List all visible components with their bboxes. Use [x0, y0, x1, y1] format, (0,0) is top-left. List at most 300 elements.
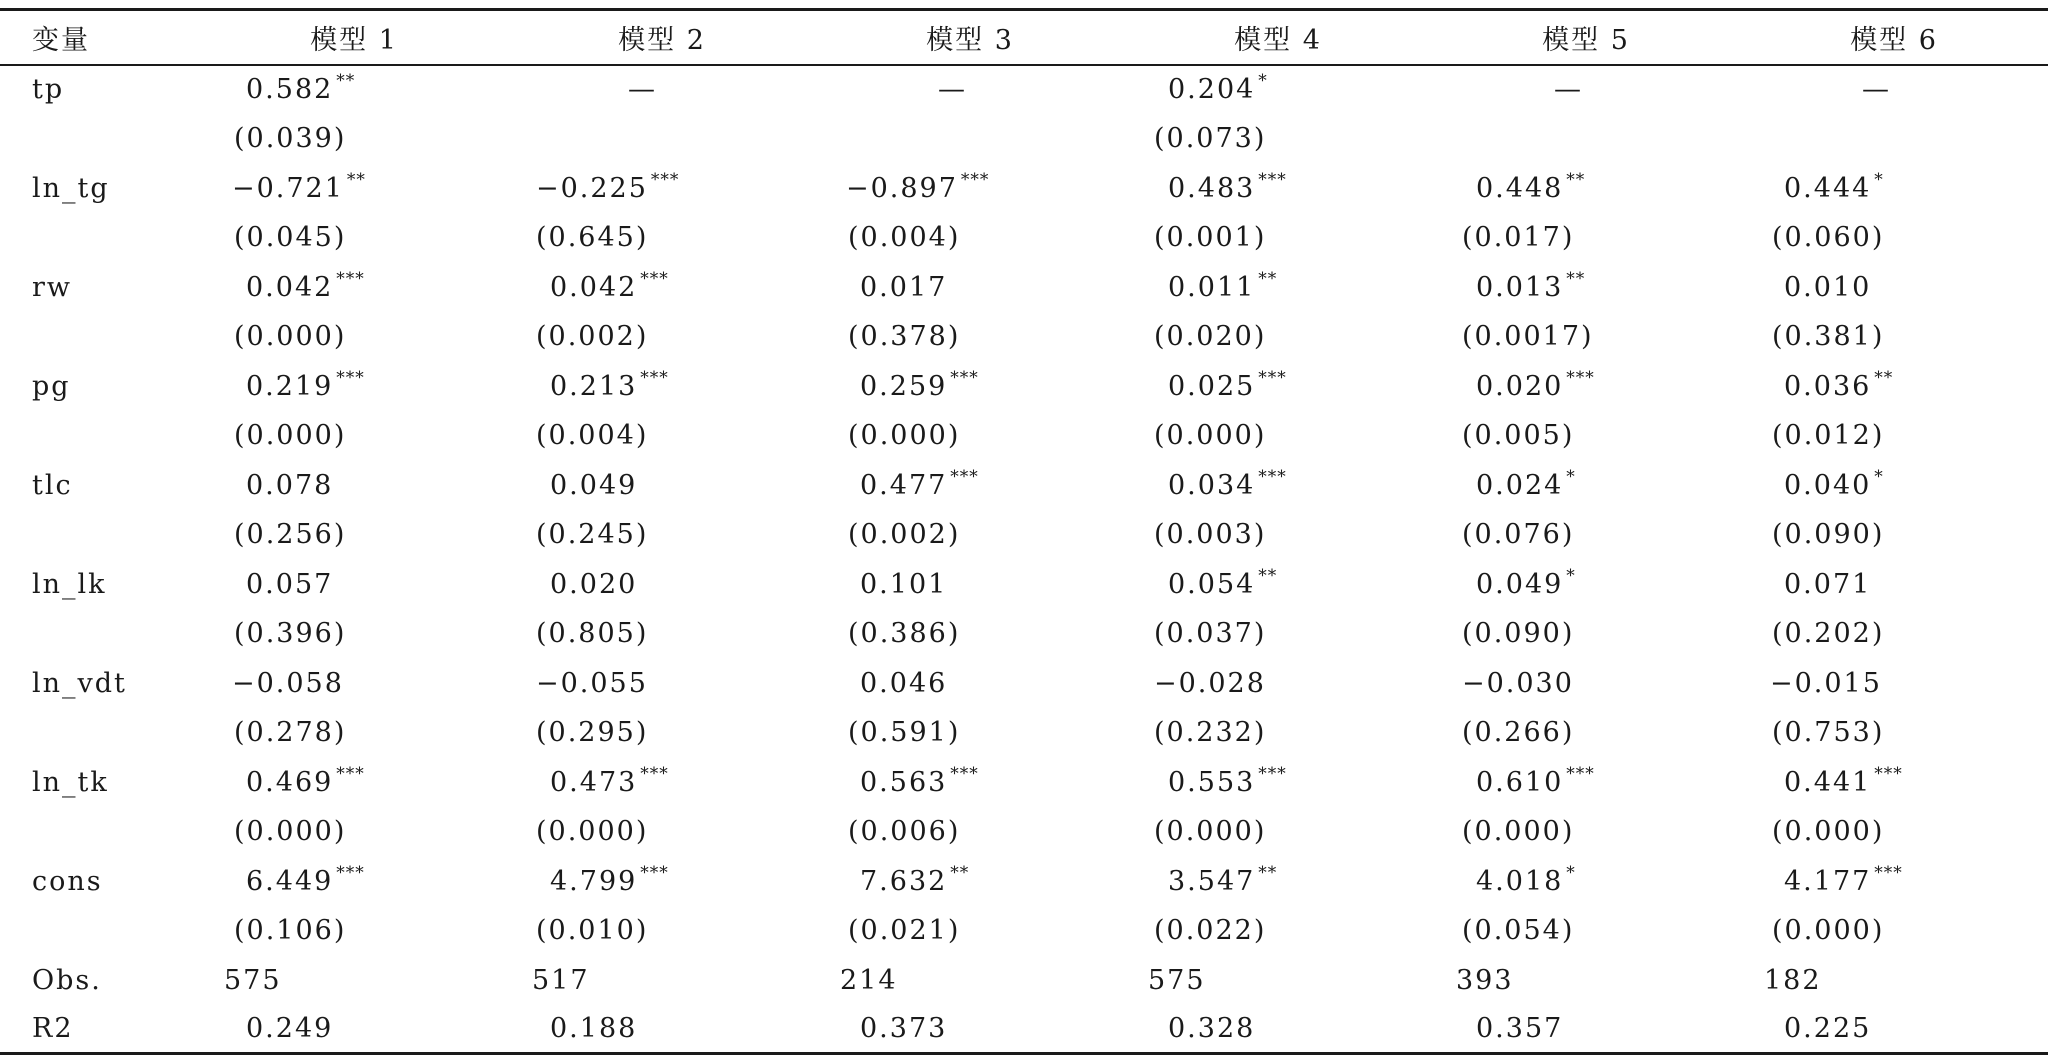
coef-value-wrap [1476, 862, 1576, 897]
table-body [0, 65, 2048, 1054]
std-error-cell: (0.045) [234, 222, 347, 253]
significance-stars: *** [1258, 466, 1287, 487]
coef-value: 0.046 [860, 667, 948, 699]
std-error-cell: (0.020) [1154, 321, 1267, 352]
not-applicable-dash: — [938, 74, 965, 105]
coef-value: 0.042 [550, 271, 638, 303]
coef-value-wrap [550, 268, 669, 303]
std-error-cell: (0.000) [1154, 420, 1267, 451]
column-header-model-2: 模型 2 [618, 24, 706, 56]
table-row-ln_vdt-se [0, 708, 2048, 758]
std-error-cell: (0.004) [536, 420, 649, 451]
table-row-tp-se [0, 114, 2048, 164]
std-error-cell: (0.004) [848, 222, 961, 253]
coef-value-wrap [550, 862, 669, 897]
empty-cell [0, 708, 200, 758]
stat-value: 0.373 [860, 1012, 948, 1044]
std-error-cell: (0.001) [1154, 222, 1267, 253]
significance-stars: *** [640, 862, 669, 883]
stat-value: 575 [1148, 964, 1206, 996]
coef-cell [816, 362, 1124, 411]
std-error-cell: (0.000) [848, 420, 961, 451]
coef-value-wrap [1862, 74, 1889, 105]
std-error-cell [1432, 114, 1740, 164]
coef-value-wrap [1168, 71, 1268, 105]
coef-value-wrap [1770, 668, 1882, 699]
coef-value: 4.177 [1784, 865, 1872, 897]
regression-table [0, 8, 2048, 1055]
significance-stars: *** [640, 268, 669, 289]
std-error-cell: (0.591) [848, 717, 961, 748]
coef-value: 0.020 [1476, 370, 1564, 402]
variable-name: ln_vdt [32, 667, 127, 699]
std-error-cell [1740, 114, 2048, 164]
significance-stars: *** [950, 763, 979, 784]
coef-cell [508, 164, 816, 213]
table-row-ln_tg-coef [0, 164, 2048, 213]
variable-name: tlc [32, 469, 73, 501]
coef-value: 0.444 [1784, 172, 1872, 204]
coef-cell [508, 857, 816, 906]
coef-value-wrap [860, 272, 947, 303]
std-error-cell: (0.381) [1772, 321, 1885, 352]
std-error-cell: (0.054) [1462, 915, 1575, 946]
coef-cell [1740, 857, 2048, 906]
coef-value-wrap [232, 668, 344, 699]
coef-value: 4.799 [550, 865, 638, 897]
coef-cell [1740, 659, 2048, 708]
coef-value-wrap [1784, 367, 1894, 402]
coef-value: 0.610 [1476, 766, 1564, 798]
stat-value: 0.328 [1168, 1012, 1256, 1044]
coef-value: 0.049 [1476, 568, 1564, 600]
coef-value-wrap [1784, 569, 1871, 600]
significance-stars: ** [1874, 367, 1894, 388]
significance-stars: * [1874, 169, 1884, 190]
empty-cell [0, 411, 200, 461]
coef-cell [1124, 461, 1432, 510]
std-error-cell [508, 114, 816, 164]
empty-cell [0, 609, 200, 659]
table-row-ln_tk-coef [0, 758, 2048, 807]
coef-value: 0.101 [860, 568, 948, 600]
table-row-tp-coef [0, 65, 2048, 114]
coef-value-wrap [860, 763, 979, 798]
coef-value: 0.473 [550, 766, 638, 798]
coef-cell [508, 659, 816, 708]
coef-value: 0.071 [1784, 568, 1872, 600]
coef-value: 0.441 [1784, 766, 1872, 798]
std-error-cell: (0.295) [536, 717, 649, 748]
coef-cell [816, 758, 1124, 807]
table-row-stat-0 [0, 956, 2048, 1005]
significance-stars: ** [1258, 268, 1278, 289]
coef-cell [508, 263, 816, 312]
std-error-cell: (0.000) [1154, 816, 1267, 847]
coef-value-wrap [1168, 367, 1287, 402]
empty-cell [0, 213, 200, 263]
coef-value-wrap [1168, 862, 1278, 897]
std-error-cell: (0.396) [234, 618, 347, 649]
std-error-cell: (0.000) [1772, 915, 1885, 946]
variable-name: pg [32, 370, 71, 402]
significance-stars: *** [1258, 169, 1287, 190]
stat-value: 182 [1764, 964, 1822, 996]
coef-value-wrap [246, 862, 365, 897]
stat-value: 517 [532, 964, 590, 996]
coef-cell [1740, 263, 2048, 312]
stat-value: 0.188 [550, 1012, 638, 1044]
coef-cell [508, 461, 816, 510]
coef-cell [1740, 461, 2048, 510]
coef-value-wrap [1168, 763, 1287, 798]
significance-stars: *** [950, 466, 979, 487]
coef-value: −0.028 [1154, 667, 1266, 699]
coef-value: 0.563 [860, 766, 948, 798]
coef-cell [1432, 461, 1740, 510]
coef-value: 0.469 [246, 766, 334, 798]
coef-cell [1740, 560, 2048, 609]
table-row-stat-1 [0, 1005, 2048, 1054]
coef-value: 0.582 [246, 74, 334, 105]
coef-value: 0.010 [1784, 271, 1872, 303]
coef-cell [1740, 362, 2048, 411]
coef-value-wrap [1476, 268, 1586, 303]
std-error-cell: (0.090) [1772, 519, 1885, 550]
std-error-cell: (0.002) [848, 519, 961, 550]
empty-cell [0, 906, 200, 956]
coef-value-wrap [246, 569, 333, 600]
coef-value: 7.632 [860, 865, 948, 897]
coef-value-wrap [1168, 268, 1278, 303]
significance-stars: *** [1874, 862, 1903, 883]
coef-value: 0.017 [860, 271, 948, 303]
coef-value: −0.015 [1770, 667, 1882, 699]
coef-cell [200, 65, 508, 114]
coef-cell [816, 659, 1124, 708]
coef-cell [1124, 758, 1432, 807]
coef-value: −0.721 [232, 172, 344, 204]
coef-value-wrap [550, 569, 637, 600]
std-error-cell: (0.037) [1154, 618, 1267, 649]
significance-stars: * [1566, 565, 1576, 586]
std-error-cell: (0.012) [1772, 420, 1885, 451]
std-error-cell: (0.202) [1772, 618, 1885, 649]
coef-value: 0.025 [1168, 370, 1256, 402]
significance-stars: * [1566, 466, 1576, 487]
table-header [0, 10, 2048, 65]
coef-cell [816, 263, 1124, 312]
significance-stars: *** [1566, 367, 1595, 388]
significance-stars: ** [1258, 862, 1278, 883]
coef-value-wrap [628, 74, 655, 105]
coef-value-wrap [1784, 466, 1884, 501]
column-header-model-6: 模型 6 [1850, 24, 1938, 56]
coef-value-wrap [246, 71, 356, 105]
coef-value: 0.204 [1168, 74, 1256, 105]
coef-value: 0.040 [1784, 469, 1872, 501]
stat-value: 214 [840, 964, 898, 996]
table-row-tlc-se [0, 510, 2048, 560]
coef-value: 0.219 [246, 370, 334, 402]
significance-stars: *** [1566, 763, 1595, 784]
variable-name: ln_lk [32, 568, 107, 600]
coef-value-wrap [938, 74, 965, 105]
std-error-cell: (0.753) [1772, 717, 1885, 748]
table-row-ln_lk-se [0, 609, 2048, 659]
coef-value-wrap [860, 668, 947, 699]
coef-value: 4.018 [1476, 865, 1564, 897]
std-error-cell: (0.278) [234, 717, 347, 748]
std-error-cell: (0.000) [234, 420, 347, 451]
table-row-ln_tg-se [0, 213, 2048, 263]
coef-value: 0.013 [1476, 271, 1564, 303]
coef-value: 6.449 [246, 865, 334, 897]
header-row [0, 10, 2048, 65]
stat-label: R2 [32, 1012, 74, 1044]
coef-value: 0.057 [246, 568, 334, 600]
stat-label: Obs. [32, 964, 102, 996]
column-header-model-1: 模型 1 [310, 24, 398, 56]
std-error-cell: (0.076) [1462, 519, 1575, 550]
significance-stars: ** [1566, 268, 1586, 289]
std-error-cell: (0.000) [1462, 816, 1575, 847]
table-row-ln_lk-coef [0, 560, 2048, 609]
not-applicable-dash: — [1862, 74, 1889, 105]
coef-value-wrap [1476, 466, 1576, 501]
std-error-cell: (0.266) [1462, 717, 1575, 748]
coef-value: −0.030 [1462, 667, 1574, 699]
coef-value: −0.058 [232, 667, 344, 699]
coef-cell [1124, 164, 1432, 213]
coef-value-wrap [550, 367, 669, 402]
significance-stars: *** [1258, 367, 1287, 388]
coef-value-wrap [1784, 763, 1903, 798]
std-error-cell: (0.0017) [1462, 321, 1594, 352]
significance-stars: *** [960, 169, 990, 190]
coef-cell [1124, 560, 1432, 609]
coef-value: 0.036 [1784, 370, 1872, 402]
coef-value-wrap [1168, 169, 1287, 204]
coef-value-wrap [246, 367, 365, 402]
std-error-cell: (0.000) [536, 816, 649, 847]
coef-cell [816, 560, 1124, 609]
column-header-variable: 变量 [32, 24, 90, 56]
variable-name: rw [32, 271, 73, 303]
coef-cell [816, 461, 1124, 510]
coef-value-wrap [860, 466, 979, 501]
coef-value-wrap [1476, 169, 1586, 204]
coef-value: 0.213 [550, 370, 638, 402]
coef-cell [200, 263, 508, 312]
coef-value-wrap [1784, 169, 1884, 204]
coef-cell [816, 857, 1124, 906]
std-error-cell: (0.017) [1462, 222, 1575, 253]
coef-cell [508, 560, 816, 609]
coef-cell [1124, 263, 1432, 312]
empty-cell [0, 807, 200, 857]
coef-cell [1740, 65, 2048, 114]
significance-stars: *** [640, 763, 669, 784]
variable-name: cons [32, 865, 103, 897]
coef-cell [1432, 758, 1740, 807]
std-error-cell: (0.002) [536, 321, 649, 352]
coef-value-wrap [246, 268, 365, 303]
significance-stars: * [1874, 466, 1884, 487]
coef-value: 0.011 [1168, 271, 1256, 303]
std-error-cell: (0.106) [234, 915, 347, 946]
variable-name: ln_tg [32, 172, 110, 204]
significance-stars: *** [336, 367, 365, 388]
significance-stars: *** [640, 367, 669, 388]
empty-cell [0, 510, 200, 560]
std-error-cell [816, 114, 1124, 164]
std-error-cell: (0.232) [1154, 717, 1267, 748]
coef-value-wrap [1154, 668, 1266, 699]
table-row-ln_tk-se [0, 807, 2048, 857]
column-header-model-4: 模型 4 [1234, 24, 1322, 56]
coef-value-wrap [860, 569, 947, 600]
table-row-rw-se [0, 312, 2048, 362]
std-error-cell: (0.000) [234, 321, 347, 352]
std-error-cell: (0.073) [1154, 123, 1267, 154]
significance-stars: * [1566, 862, 1576, 883]
coef-value: 0.477 [860, 469, 948, 501]
coef-cell [1432, 263, 1740, 312]
coef-cell [200, 857, 508, 906]
std-error-cell: (0.060) [1772, 222, 1885, 253]
variable-name: ln_tk [32, 766, 109, 798]
coef-value-wrap [1554, 74, 1581, 105]
coef-cell [1124, 857, 1432, 906]
std-error-cell: (0.021) [848, 915, 961, 946]
coef-cell [1432, 164, 1740, 213]
stat-value: 0.225 [1784, 1012, 1872, 1044]
stat-value: 0.357 [1476, 1012, 1564, 1044]
std-error-cell: (0.386) [848, 618, 961, 649]
coef-value: 0.042 [246, 271, 334, 303]
coef-value-wrap [1476, 763, 1595, 798]
coef-cell [508, 758, 816, 807]
significance-stars: *** [336, 763, 365, 784]
coef-value: 0.483 [1168, 172, 1256, 204]
coef-value: 0.024 [1476, 469, 1564, 501]
std-error-cell: (0.000) [1772, 816, 1885, 847]
coef-cell [1432, 362, 1740, 411]
not-applicable-dash: — [628, 74, 655, 105]
table-row-pg-coef [0, 362, 2048, 411]
std-error-cell: (0.000) [234, 816, 347, 847]
significance-stars: *** [950, 367, 979, 388]
coef-value: 0.078 [246, 469, 334, 501]
coef-value-wrap [1784, 862, 1903, 897]
significance-stars: *** [1874, 763, 1903, 784]
coef-value: 0.049 [550, 469, 638, 501]
coef-value-wrap [860, 862, 970, 897]
coef-cell [508, 362, 816, 411]
coef-value-wrap [550, 470, 637, 501]
coef-cell [816, 164, 1124, 213]
coef-cell [1124, 65, 1432, 114]
coef-value-wrap [1168, 466, 1287, 501]
coef-cell [1740, 164, 2048, 213]
coef-cell [1124, 362, 1432, 411]
significance-stars: *** [650, 169, 680, 190]
std-error-cell: (0.022) [1154, 915, 1267, 946]
coef-value-wrap [246, 763, 365, 798]
coef-cell [816, 65, 1124, 114]
std-error-cell: (0.645) [536, 222, 649, 253]
coef-value-wrap [536, 169, 680, 204]
empty-cell [0, 312, 200, 362]
empty-cell [0, 114, 200, 164]
significance-stars: ** [1566, 169, 1586, 190]
table-row-cons-coef [0, 857, 2048, 906]
coef-cell [1740, 758, 2048, 807]
coef-cell [1432, 659, 1740, 708]
coef-value: 0.020 [550, 568, 638, 600]
coef-value: −0.055 [536, 667, 648, 699]
coef-cell [1124, 659, 1432, 708]
coef-value-wrap [536, 668, 648, 699]
coef-value-wrap [1476, 565, 1576, 600]
significance-stars: *** [1258, 763, 1287, 784]
coef-cell [200, 758, 508, 807]
stat-value: 393 [1456, 964, 1514, 996]
not-applicable-dash: — [1554, 74, 1581, 105]
std-error-cell: (0.245) [536, 519, 649, 550]
coef-value-wrap [1462, 668, 1574, 699]
coef-cell [1432, 65, 1740, 114]
significance-stars: ** [336, 71, 356, 91]
coef-value: −0.897 [846, 172, 958, 204]
column-header-model-3: 模型 3 [926, 24, 1014, 56]
coef-cell [200, 461, 508, 510]
table-row-pg-se [0, 411, 2048, 461]
coef-value-wrap [232, 169, 366, 204]
significance-stars: *** [336, 268, 365, 289]
significance-stars: * [1258, 71, 1268, 91]
std-error-cell: (0.805) [536, 618, 649, 649]
column-header-model-5: 模型 5 [1542, 24, 1630, 56]
coef-value: 0.259 [860, 370, 948, 402]
significance-stars: *** [336, 862, 365, 883]
coef-cell [200, 362, 508, 411]
table-row-rw-coef [0, 263, 2048, 312]
stat-value: 0.249 [246, 1012, 334, 1044]
coef-value-wrap [860, 367, 979, 402]
coef-value-wrap [246, 470, 333, 501]
std-error-cell: (0.003) [1154, 519, 1267, 550]
coef-cell [200, 164, 508, 213]
coef-value: 3.547 [1168, 865, 1256, 897]
coef-value: 0.054 [1168, 568, 1256, 600]
stat-value: 575 [224, 964, 282, 996]
significance-stars: ** [950, 862, 970, 883]
std-error-cell: (0.006) [848, 816, 961, 847]
coef-cell [508, 65, 816, 114]
coef-value: 0.553 [1168, 766, 1256, 798]
coef-cell [1432, 857, 1740, 906]
coef-cell [200, 560, 508, 609]
variable-name: tp [32, 74, 65, 105]
coef-value-wrap [550, 763, 669, 798]
std-error-cell: (0.005) [1462, 420, 1575, 451]
table-row-ln_vdt-coef [0, 659, 2048, 708]
std-error-cell: (0.010) [536, 915, 649, 946]
std-error-cell: (0.039) [234, 123, 347, 154]
std-error-cell: (0.378) [848, 321, 961, 352]
